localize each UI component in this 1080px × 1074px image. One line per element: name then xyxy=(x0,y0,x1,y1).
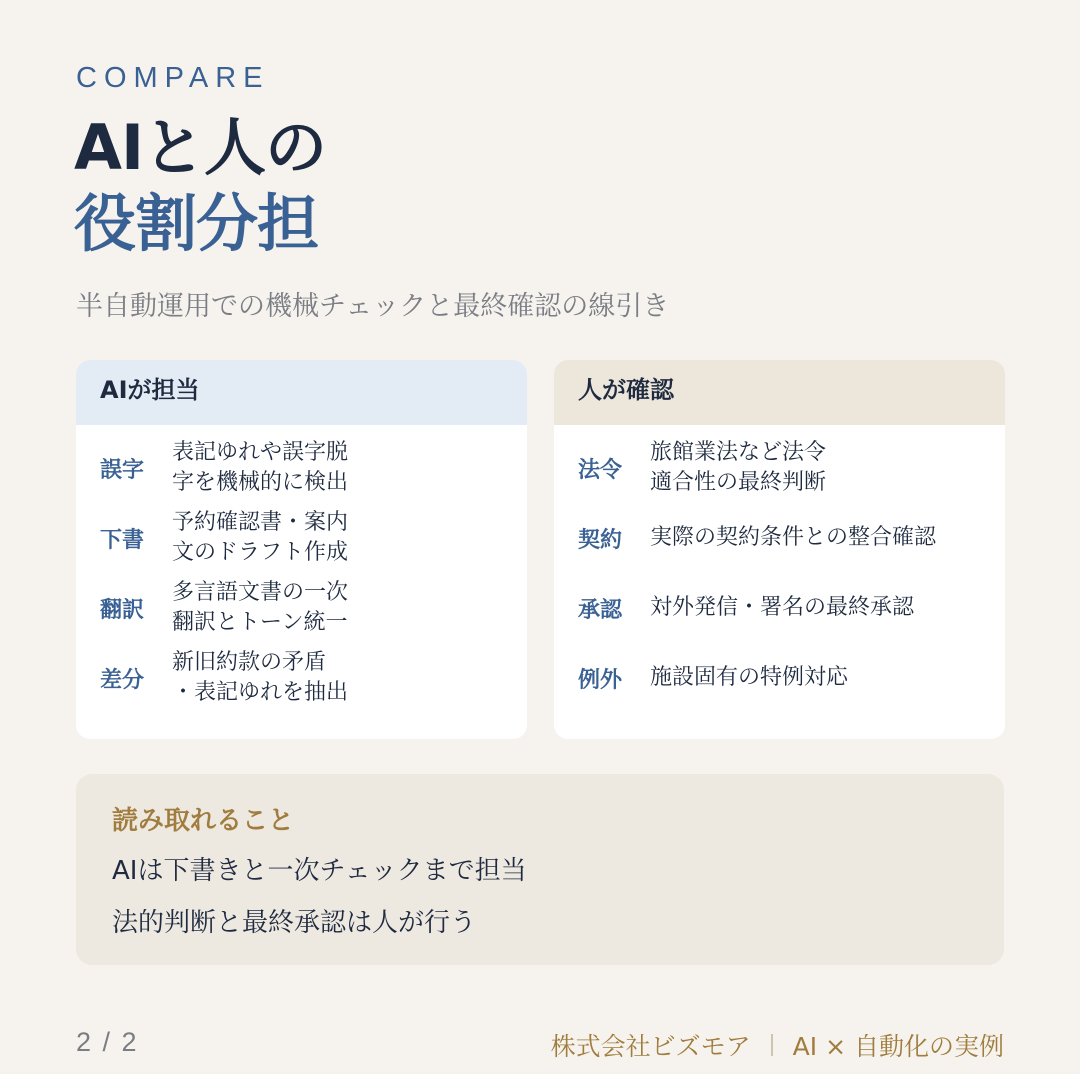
eyebrow-label: COMPARE xyxy=(76,62,270,94)
row-tag: 誤字 xyxy=(100,457,145,483)
row-desc: 旅館業法など法令 適合性の最終判断 xyxy=(650,440,827,495)
page-indicator: 2 / 2 xyxy=(76,1027,139,1057)
human-row-exception xyxy=(578,648,998,708)
series-name: AI × 自動化の実例 xyxy=(792,1032,1004,1061)
row-desc: 施設固有の特例対応 xyxy=(650,665,849,690)
row-desc: 表記ゆれや誤字脱 字を機械的に検出 xyxy=(172,440,349,495)
row-tag: 法令 xyxy=(578,457,623,483)
ai-row-diff xyxy=(100,648,520,708)
row-tag: 下書 xyxy=(100,527,145,553)
company-name: 株式会社ビズモア xyxy=(550,1032,751,1061)
takeaway-title: 読み取れること xyxy=(112,806,295,836)
row-desc: 対外発信・署名の最終承認 xyxy=(650,595,915,620)
row-tag: 契約 xyxy=(578,527,623,553)
human-card-heading: 人が確認 xyxy=(554,360,1005,425)
takeaway-line-1: AIは下書きと一次チェックまで担当 xyxy=(112,856,527,886)
row-desc: 予約確認書・案内 文のドラフト作成 xyxy=(172,510,349,565)
footer-credit xyxy=(551,1027,1004,1063)
title-line-1: AIと人の xyxy=(74,111,327,184)
human-row-approval xyxy=(578,578,998,638)
human-row-law xyxy=(578,438,998,498)
row-desc: 実際の契約条件との整合確認 xyxy=(650,525,937,550)
row-desc: 多言語文書の一次 翻訳とトーン統一 xyxy=(172,580,349,635)
row-tag: 承認 xyxy=(578,597,623,623)
human-row-contract xyxy=(578,508,998,568)
ai-responsibility-card xyxy=(76,360,527,739)
human-responsibility-card xyxy=(554,360,1005,739)
row-tag: 翻訳 xyxy=(100,597,145,623)
row-tag: 例外 xyxy=(578,667,623,693)
ai-row-draft xyxy=(100,508,520,568)
row-tag: 差分 xyxy=(100,667,145,693)
ai-row-translate xyxy=(100,578,520,638)
row-desc: 新旧約款の矛盾 ・表記ゆれを抽出 xyxy=(172,650,349,705)
footer-divider xyxy=(771,1034,773,1056)
page-title xyxy=(74,110,326,262)
page-subtitle: 半自動運用での機械チェックと最終確認の線引き xyxy=(76,291,670,322)
ai-row-typo xyxy=(100,438,520,498)
ai-card-heading: AIが担当 xyxy=(76,360,527,425)
takeaway-line-2: 法的判断と最終承認は人が行う xyxy=(112,908,477,938)
takeaway-panel xyxy=(76,774,1004,965)
title-line-2: 役割分担 xyxy=(74,187,319,260)
